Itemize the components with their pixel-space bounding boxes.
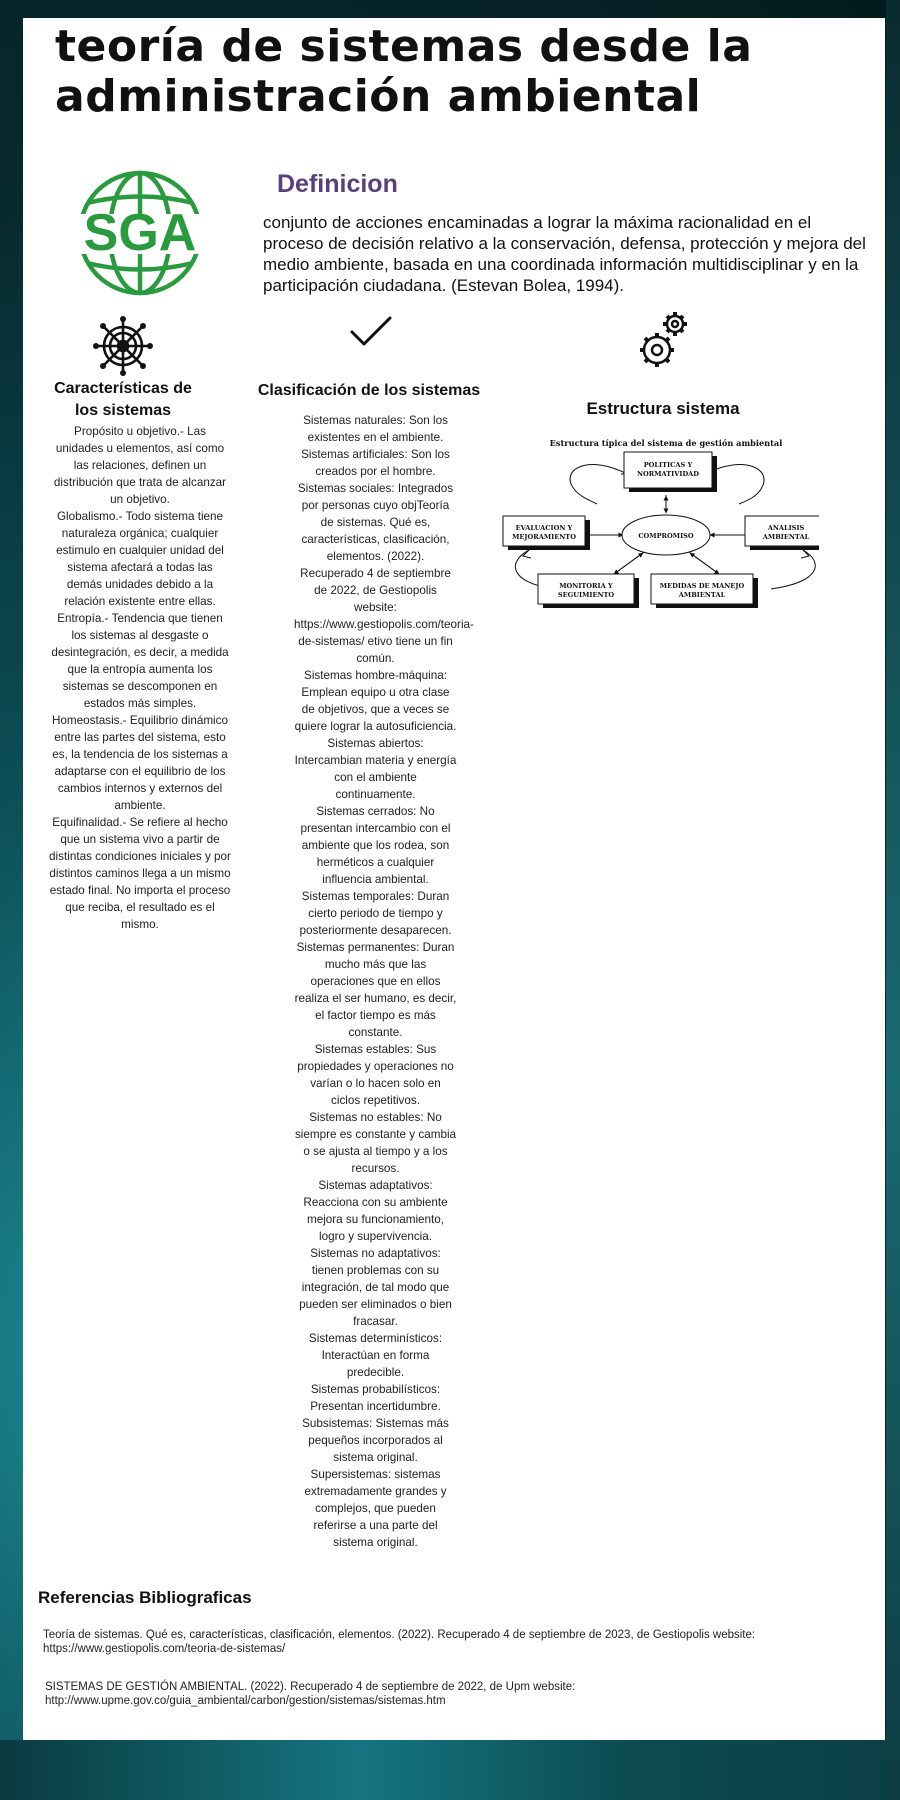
definition-heading: Definicion [277, 170, 398, 198]
list-item: Entropía.- Tendencia que tienen los sistemas al desgaste o desintegración, es decir, a medida que la entropía aumenta los sistemas se descomponen en estados más simples. [51, 612, 229, 710]
caracteristicas-title: Características de los sistemas [54, 380, 192, 419]
diagram-box-monitoria-1: MONITORIA Y [559, 582, 613, 590]
document-page [23, 18, 885, 1740]
list-item: Sistemas cerrados: No presentan intercambio con el ambiente que los rodea, son herméticos a cualquier influencia ambiental. [300, 805, 451, 886]
ship-wheel-icon [93, 316, 153, 376]
list-item: Sistemas hombre-máquina: Emplean equipo u otra clase de objetivos, que a veces se quiere lograr la autosuficiencia. [294, 669, 457, 733]
sga-structure-diagram [499, 434, 819, 614]
diagram-box-politicas-1: POLITICAS Y [643, 461, 693, 469]
caracteristicas-text [49, 423, 231, 933]
list-item: Globalismo.- Todo sistema tiene naturaleza orgánica; cualquier estimulo en cualquier unidad del sistema afectará a todas las demás unidades debido a la relación existente entre ellas. [56, 510, 224, 608]
list-item: Equifinalidad.- Se refiere al hecho que un sistema vivo a partir de distintas condiciones iniciales y por distintos caminos llega a un mismo estado final. No importa el proceso que reciba, el resultado es el mismo. [49, 816, 231, 931]
gears-icon [635, 308, 695, 372]
list-item: Sistemas artificiales: Son los creados por el hombre. [301, 448, 450, 478]
list-item: Sistemas sociales: Integrados por personas cuyo objTeoría de sistemas. Qué es, características, clasificación, elementos. (2022). Recuperado 4 de septiembre de 2022, de Gestiopolis website: https://www.gestiopolis.com/teoria-de-sistemas/ etivo tiene un fin común. [294, 482, 474, 665]
references-heading: Referencias Bibliograficas [38, 1588, 252, 1607]
diagram-box-politicas-2: NORMATIVIDAD [636, 470, 700, 478]
diagram-caption: Estructura típica del sistema de gestión ambiental [549, 438, 783, 448]
list-item: Supersistemas: sistemas extremadamente grandes y complejos, que pueden referirse a una parte del sistema original. [304, 1468, 447, 1549]
list-item: Sistemas temporales: Duran cierto periodo de tiempo y posteriormente desaparecen. [299, 890, 452, 937]
reference-item: Teoría de sistemas. Qué es, características, clasificación, elementos. (2022). Recuperado 4 de septiembre de 2023, de Gestiopolis website: https://www.gestiopolis.com/teoria-de-sistemas/ [43, 1629, 756, 1655]
diagram-box-analisis-2: AMBIENTAL [762, 533, 810, 541]
list-item: Homeostasis.- Equilibrio dinámico entre las partes del sistema, esto es, la tendencia de los sistemas a adaptarse con el equilibrio de los cambios internos y externos del ambiente. [51, 714, 229, 812]
background-texture-right [886, 0, 900, 1800]
clasificacion-text [294, 412, 474, 1551]
clasificacion-title: Clasificación de los sistemas [257, 382, 481, 399]
diagram-box-analisis-1: ANALISIS [767, 524, 805, 532]
definition-text: conjunto de acciones encaminadas a lograr la máxima racionalidad en el proceso de decisión relativo a la conservación, defensa, protección y mejora del medio ambiente, basada en una coordinada información multidisciplinar y en la participación ciudadana. (Estevan Bolea, 1994). [263, 213, 866, 295]
logo-text: SGA [83, 204, 197, 262]
list-item: Sistemas adaptativos: Reacciona con su ambiente mejora su funcionamiento, logro y supervivencia. [303, 1179, 448, 1243]
list-item: Sistemas no estables: No siempre es constante y cambia o se ajusta al tiempo y a los recursos. [294, 1111, 457, 1175]
list-item: Sistemas permanentes: Duran mucho más que las operaciones que en ellos realiza el ser humano, es decir, el factor tiempo es más constante. [294, 941, 457, 1039]
diagram-center-compromiso: COMPROMISO [638, 532, 694, 540]
estructura-title: Estructura sistema [586, 399, 740, 418]
list-item: Sistemas estables: Sus propiedades y operaciones no varían o lo hacen solo en ciclos repetitivos. [297, 1043, 454, 1107]
diagram-box-monitoria-2: SEGUIMIENTO [557, 591, 615, 599]
page-title: teoría de sistemas desde la administración ambiental [55, 21, 753, 122]
background-texture-bottom [0, 1740, 900, 1800]
diagram-box-evaluacion-2: MEJORAMIENTO [512, 533, 576, 541]
reference-item: SISTEMAS DE GESTIÓN AMBIENTAL. (2022). Recuperado 4 de septiembre de 2022, de Upm website: http://www.upme.gov.co/guia_ambiental/carbon/gestion/sistemas/sistemas.htm [45, 1681, 576, 1707]
checkmark-icon [348, 314, 394, 350]
list-item: Sistemas no adaptativos: tienen problemas con su integración, de tal modo que pueden ser eliminados o bien fracasar. [299, 1247, 452, 1328]
list-item: Sistemas naturales: Son los existentes en el ambiente. [303, 414, 448, 444]
sga-globe-logo [75, 168, 205, 298]
diagram-box-medidas-1: MEDIDAS DE MANEJO [659, 582, 745, 590]
list-item: Sistemas probabilísticos: Presentan incertidumbre. [310, 1383, 441, 1413]
list-item: Sistemas abiertos: Intercambian materia y energía con el ambiente continuamente. [294, 737, 457, 801]
diagram-box-evaluacion-1: EVALUACION Y [515, 524, 573, 532]
list-item: Subsistemas: Sistemas más pequeños incorporados al sistema original. [302, 1417, 449, 1464]
diagram-box-medidas-2: AMBIENTAL [678, 591, 726, 599]
list-item: Sistemas determinísticos: Interactúan en forma predecible. [308, 1332, 443, 1379]
list-item: Propósito u objetivo.- Las unidades u elementos, así como las relaciones, definen un distribución que trata de alcanzar un objetivo. [53, 425, 227, 506]
